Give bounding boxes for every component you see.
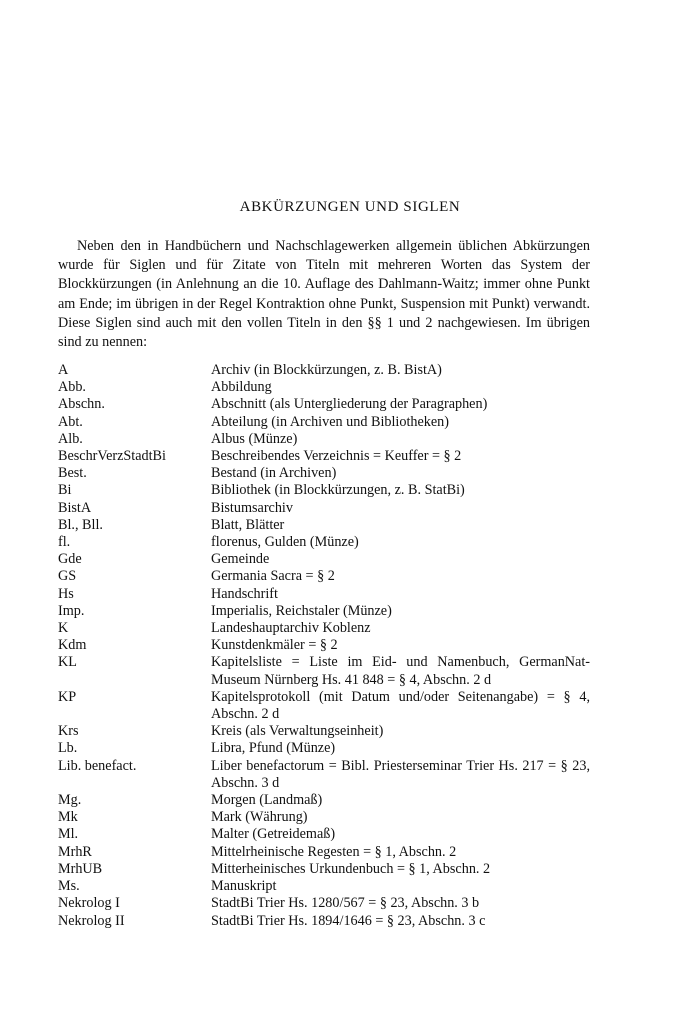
abbreviation-term: Krs	[58, 723, 79, 740]
abbreviation-term: Nekrolog I	[58, 895, 120, 912]
list-item	[58, 396, 590, 413]
abbreviation-term: Ml.	[58, 826, 79, 843]
abbreviation-definition: Landeshauptarchiv Koblenz	[211, 620, 371, 637]
abbreviation-definition: Morgen (Landmaß)	[211, 792, 323, 809]
abbreviation-term: BeschrVerzStadtBi	[58, 448, 166, 465]
list-item	[58, 913, 590, 930]
abbreviation-definition: Abbildung	[211, 379, 272, 396]
list-item	[58, 448, 590, 465]
abbreviation-term: Kdm	[58, 637, 87, 654]
abbreviation-term: MrhUB	[58, 860, 103, 877]
abbreviation-term: Mk	[58, 809, 78, 826]
abbreviation-definition: Kreis (als Verwaltungseinheit)	[211, 723, 384, 740]
intro-paragraph: Neben den in Handbüchern und Nachschlagewerken allgemein üblichen Abkürzungen wurde für Siglen und für Zitate von Titeln mit mehreren Worten das System der Blockkürzungen (in Anlehnung an die 10. Auflage des Dahlmann-Waitz; immer ohne Punkt am Ende; im übrigen in der Regel Kontraktion ohne Punkt, Suspension mit Punkt) verwandt. Diese Siglen sind auch mit den vollen Titeln in den §§ 1 und 2 nachgewiesen. Im übrigen sind zu nennen:	[58, 238, 590, 351]
abbreviation-definition: Kapitelsliste = Liste im Eid- und Namenbuch, GermanNat-Museum Nürnberg Hs. 41 848 = § 4, Abschn. 2 d	[211, 654, 590, 688]
list-item	[58, 826, 590, 843]
list-item	[58, 758, 590, 792]
abbreviation-definition: Bibliothek (in Blockkürzungen, z. B. StatBi)	[211, 482, 465, 499]
abbreviation-term: Gde	[58, 551, 82, 568]
list-item	[58, 586, 590, 603]
list-item	[58, 740, 590, 757]
abbreviation-definition: Mark (Währung)	[211, 809, 308, 826]
abbreviation-term: Abt.	[58, 413, 83, 430]
list-item	[58, 620, 590, 637]
abbreviation-definition: Kapitelsprotokoll (mit Datum und/oder Seitenangabe) = § 4, Abschn. 2 d	[211, 688, 590, 723]
page-title: ABKÜRZUNGEN UND SIGLEN	[239, 199, 461, 215]
list-item	[58, 534, 590, 551]
list-item	[58, 878, 590, 895]
abbreviation-definition: Bestand (in Archiven)	[211, 465, 337, 482]
list-item	[58, 431, 590, 448]
abbreviation-term: K	[58, 620, 69, 637]
list-item	[58, 482, 590, 499]
list-item	[58, 362, 590, 379]
abbreviation-term: fl.	[58, 534, 71, 551]
list-item	[58, 517, 590, 534]
abbreviation-term: Best.	[58, 465, 87, 482]
abbreviation-definition: Beschreibendes Verzeichnis = Keuffer = § 2	[211, 448, 462, 465]
abbreviation-term: Bl., Bll.	[58, 516, 103, 533]
abbreviation-definition: Liber benefactorum = Bibl. Priesterseminar Trier Hs. 217 = § 23, Abschn. 3 d	[211, 757, 590, 791]
list-item	[58, 654, 590, 688]
list-item	[58, 637, 590, 654]
abbreviation-definition: Gemeinde	[211, 551, 270, 568]
abbreviation-definition: StadtBi Trier Hs. 1894/1646 = § 23, Abschn. 3 c	[211, 912, 486, 929]
list-item	[58, 500, 590, 517]
abbreviation-definition: Libra, Pfund (Münze)	[211, 740, 336, 757]
abbreviation-definition: Archiv (in Blockkürzungen, z. B. BistA)	[211, 362, 442, 378]
abbreviation-definition: Handschrift	[211, 585, 278, 602]
list-item	[58, 379, 590, 396]
abbreviation-term: MrhR	[58, 843, 92, 860]
list-item	[58, 551, 590, 568]
list-item	[58, 689, 590, 723]
abbreviation-term: GS	[58, 568, 77, 585]
abbreviation-term: Mg.	[58, 792, 82, 809]
abbreviation-term: Hs	[58, 585, 74, 602]
abbreviation-term: Alb.	[58, 430, 83, 447]
abbreviation-definition: StadtBi Trier Hs. 1280/567 = § 23, Abschn. 3 b	[211, 895, 480, 912]
list-item	[58, 723, 590, 740]
list-item	[58, 603, 590, 620]
abbreviation-definition: Manuskript	[211, 878, 277, 895]
abbreviation-definition: Kunstdenkmäler = § 2	[211, 637, 338, 654]
abbreviation-definition: Bistumsarchiv	[211, 499, 293, 516]
abbreviation-term: BistA	[58, 499, 92, 516]
list-item	[58, 792, 590, 809]
abbreviation-definition: Blatt, Blätter	[211, 516, 285, 533]
abbreviation-definition: Malter (Getreidemaß)	[211, 826, 336, 843]
list-item	[58, 844, 590, 861]
abbreviation-term: Imp.	[58, 602, 85, 619]
abbreviation-definition: Germania Sacra = § 2	[211, 568, 335, 585]
abbreviation-term: KP	[58, 688, 77, 705]
list-item	[58, 414, 590, 431]
list-item	[58, 568, 590, 585]
abbreviation-term: Bi	[58, 482, 72, 499]
abbreviation-definition: Mittelrheinische Regesten = § 1, Abschn. 2	[211, 843, 457, 860]
abbreviation-term: A	[58, 362, 69, 378]
abbreviation-definition: Abteilung (in Archiven und Bibliotheken)	[211, 413, 449, 430]
list-item	[58, 895, 590, 912]
abbreviation-term: Abb.	[58, 379, 86, 396]
abbreviation-definition: Imperialis, Reichstaler (Münze)	[211, 602, 392, 619]
list-item	[58, 465, 590, 482]
abbreviation-term: Ms.	[58, 878, 80, 895]
abbreviation-term: Lib. benefact.	[58, 757, 137, 774]
abbreviation-term: KL	[58, 654, 77, 671]
list-item	[58, 861, 590, 878]
abbreviation-term: Abschn.	[58, 396, 105, 413]
list-item	[58, 809, 590, 826]
abbreviation-list	[58, 362, 590, 930]
abbreviation-definition: Abschnitt (als Untergliederung der Paragraphen)	[211, 396, 488, 413]
abbreviation-definition: florenus, Gulden (Münze)	[211, 534, 359, 551]
abbreviation-definition: Albus (Münze)	[211, 430, 298, 447]
abbreviation-term: Nekrolog II	[58, 912, 125, 929]
abbreviation-term: Lb.	[58, 740, 78, 757]
abbreviation-definition: Mitterheinisches Urkundenbuch = § 1, Abschn. 2	[211, 860, 491, 877]
